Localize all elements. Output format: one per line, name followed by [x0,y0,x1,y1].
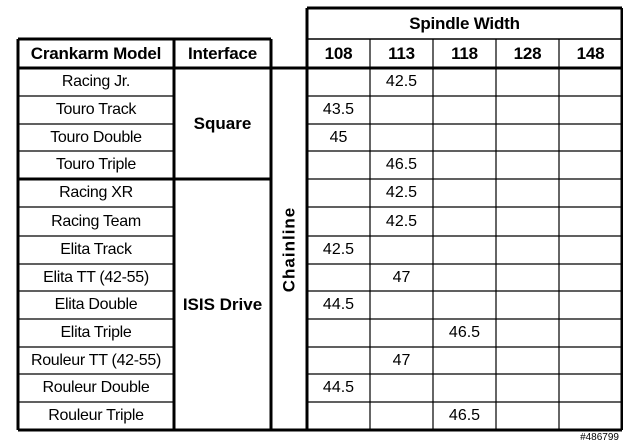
chainline-value-cell: 42.5 [385,73,418,90]
crankarm-model-cell: Touro Double [50,128,142,146]
interface-group-cell: Square [193,114,252,133]
chainline-value-cell: 42.5 [385,184,418,201]
crankarm-model-cell: Racing Team [51,212,141,230]
crankarm-model-cell: Elita TT (42-55) [43,268,149,286]
watermark: #486799 [580,432,619,443]
chainline-value-cell: 42.5 [385,212,418,230]
chainline-value-cell: 46.5 [385,156,418,173]
crankarm-model-cell: Racing XR [59,184,133,201]
crankarm-model-cell: Racing Jr. [61,73,131,90]
crankarm-model-cell: Touro Track [55,101,137,118]
spindle-width-header: Spindle Width [409,14,520,33]
chainline-column [271,68,307,430]
interface-header: Interface [187,44,258,63]
chainline-value-cell: 44.5 [322,296,355,313]
spindle-width-column-header: 148 [576,44,605,63]
chainline-value-cell: 47 [392,351,411,369]
crankarm-model-header: Crankarm Model [30,44,162,63]
chainline-value-cell: 46.5 [448,324,481,341]
interface-group-cell: ISIS Drive [182,295,263,314]
chainline-value-cell: 45 [329,128,348,146]
crankarm-model-cell: Rouleur TT (42-55) [30,351,162,369]
chainline-value-cell: 43.5 [322,101,355,118]
chainline-value-cell: 44.5 [322,379,355,396]
crankarm-model-cell: Rouleur Triple [48,407,144,424]
crankarm-model-cell: Rouleur Double [42,379,150,396]
spindle-width-column-header: 108 [324,44,353,63]
spindle-width-column-header: 113 [388,44,415,63]
chainline-label: Chainline [279,206,299,292]
crankarm-model-cell: Touro Triple [56,156,136,173]
chainline-value-cell: 46.5 [448,407,481,424]
spindle-width-column-header: 128 [513,44,542,63]
chainline-value-cell: 42.5 [322,241,355,258]
spindle-width-column-header: 118 [451,44,478,63]
crankarm-model-cell: Elita Double [54,296,138,313]
crankarm-model-cell: Elita Triple [60,324,132,341]
crankarm-model-cell: Elita Track [60,241,132,258]
chainline-value-cell: 47 [392,268,411,286]
